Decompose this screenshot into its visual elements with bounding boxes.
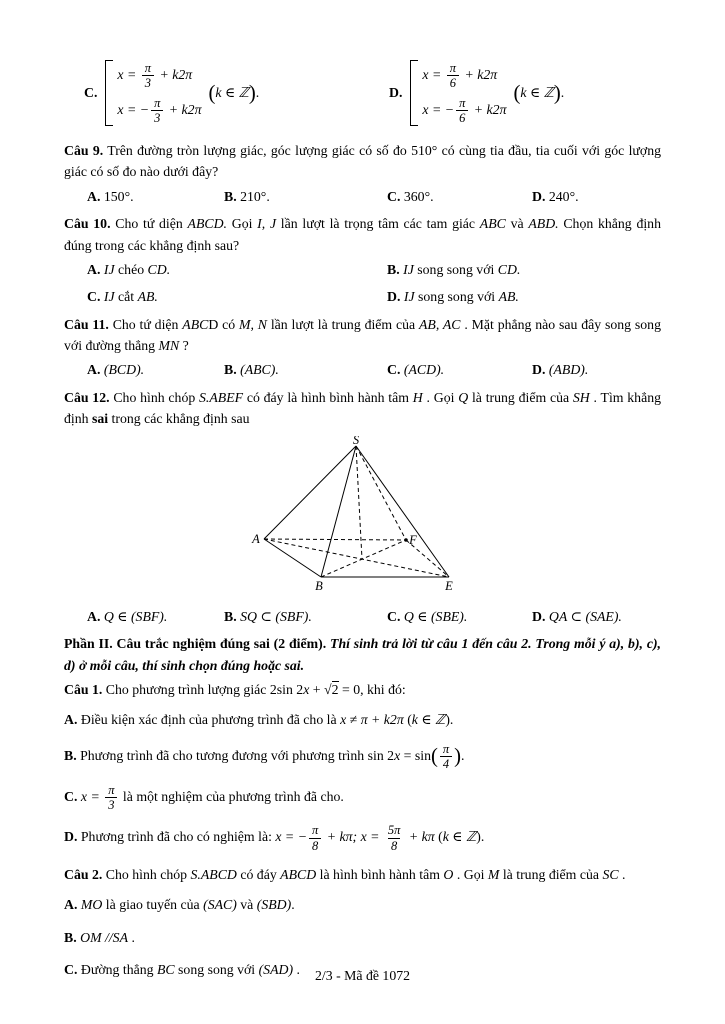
question-10	[64, 213, 661, 308]
part2-heading: Phần II. Câu trắc nghiệm đúng sai (2 điểm). Thí sinh trả lời từ câu 1 đến câu 2. Trong mỗi ý a), b), c), d) ở mỗi câu, thí sinh chọn đúng hoặc sai.	[64, 636, 661, 673]
part2-q2-item-b: B. OM //SA .	[64, 929, 135, 945]
pyramid-figure	[243, 436, 483, 602]
question-11	[64, 314, 661, 381]
q10-option-a: A. IJ chéo CD.	[87, 261, 171, 277]
q11-option-c: C. (ACD).	[387, 362, 445, 378]
q11-option-b: B. (ABC).	[224, 362, 279, 378]
option-d-suffix: (k ∈ ℤ).	[513, 82, 565, 105]
part2-question-2	[64, 864, 661, 981]
left-bracket-icon	[105, 60, 113, 126]
page-footer: 2/3 - Mã đề 1072	[314, 967, 411, 983]
question-12-options	[64, 606, 661, 627]
option-c-eq1: x = $\frac{\pi}{3}$ + k2π	[117, 60, 193, 90]
part2-q2-item-c: C. Đường thẳng BC song song với (SAD) .	[64, 962, 300, 978]
point-f-dot	[404, 538, 408, 542]
option-d-eq2: x = − $\frac{\pi}{6}$ + k2π	[422, 95, 507, 125]
option-c-label: C.	[84, 85, 98, 101]
q11-option-d: D. (ABD).	[532, 362, 589, 378]
q10-option-b: B. IJ song song với CD.	[387, 261, 521, 277]
question-10-options-row2	[64, 286, 661, 307]
label-b: B	[314, 578, 323, 593]
diagonal-bf	[321, 540, 406, 577]
q9-option-b: B. 210°.	[224, 188, 270, 204]
question-11-stem: Câu 11. Cho tứ diện ABCD có M, N lần lượt là trung điểm của AB, AC . Mặt phẳng nào sau đây song song với đường thẳng MN ?	[64, 316, 661, 353]
option-d-equations	[422, 58, 506, 128]
label-e: E	[444, 578, 453, 593]
segment-sh	[356, 446, 362, 559]
q12-option-a: A. Q ∈ (SBF).	[87, 608, 168, 624]
question-12	[64, 387, 661, 628]
q10-option-d: D. IJ song song với AB.	[387, 289, 519, 305]
question-11-options	[64, 359, 661, 380]
question-9-options	[64, 186, 661, 207]
label-s: S	[352, 435, 359, 447]
q12-option-d: D. QA ⊂ (SAE).	[532, 608, 622, 624]
option-c-eq2: x = − $\frac{\pi}{3}$ + k2π	[117, 95, 202, 125]
option-c-suffix: (k ∈ ℤ).	[208, 82, 260, 105]
part2-q2-item-a: A. MO là giao tuyến của (SAC) và (SBD).	[64, 897, 295, 913]
option-c-system	[84, 58, 389, 128]
question-10-options-row1	[64, 259, 661, 280]
q10-option-c: C. IJ cắt AB.	[87, 289, 158, 305]
edge-se	[356, 446, 449, 577]
part2-question-1	[64, 679, 661, 853]
part2-q1-item-b: B. Phương trình đã cho tương đương với phương trình sin 2x = sin( $\frac{\pi}{4}$ ).	[64, 741, 465, 772]
part2-q1-item-a: A. Điều kiện xác định của phương trình đã cho là x ≠ π + k2π (k ∈ ℤ).	[64, 712, 454, 728]
option-d-label: D.	[389, 85, 403, 101]
part2-q2-stem: Câu 2. Cho hình chóp S.ABCD có đáy ABCD là hình bình hành tâm O . Gọi M là trung điểm của SC .	[64, 867, 626, 882]
left-bracket-icon	[410, 60, 418, 126]
part2-q1-item-c: C. x = $\frac{\pi}{3}$ là một nghiệm của phương trình đã cho.	[64, 782, 344, 812]
option-c-equations	[117, 58, 201, 128]
q11-option-a: A. (BCD).	[87, 362, 145, 378]
q9-option-d: D. 240°.	[532, 188, 579, 204]
edge-af	[264, 539, 406, 540]
part2-q1-stem: Câu 1. Cho phương trình lượng giác 2sin 2x + √2 = 0, khi đó:	[64, 682, 406, 697]
option-d-eq1: x = $\frac{\pi}{6}$ + k2π	[422, 60, 498, 90]
edge-sb	[321, 446, 356, 577]
edge-sa	[264, 446, 356, 539]
q12-option-b: B. SQ ⊂ (SBF).	[224, 608, 312, 624]
q9-option-a: A. 150°.	[87, 188, 134, 204]
label-a: A	[251, 531, 260, 546]
question-9-stem: Câu 9. Trên đường tròn lượng giác, góc lượng giác có số đo 510° có cùng tia đầu, tia cuối với góc lượng giác có số đo nào dưới đây?	[64, 143, 661, 180]
q12-option-c: C. Q ∈ (SBE).	[387, 608, 468, 624]
question-9	[64, 140, 661, 207]
part2-q1-item-d: D. Phương trình đã cho có nghiệm là: x = − $\frac{\pi}{8}$ + kπ; x = $\frac{5\pi}{8}$ + kπ (k ∈ ℤ).	[64, 823, 485, 853]
option-d-system	[389, 58, 564, 128]
q9-option-c: C. 360°.	[387, 188, 434, 204]
options-cd-row	[64, 58, 661, 128]
label-f: F	[408, 532, 417, 547]
edge-sf	[356, 446, 406, 540]
question-10-stem: Câu 10. Cho tứ diện ABCD. Gọi I, J lần lượt là trọng tâm các tam giác ABC và ABD. Chọn khẳng định đúng trong các khẳng định sau?	[64, 216, 661, 253]
question-12-stem: Câu 12. Cho hình chóp S.ABEF có đáy là hình bình hành tâm H . Gọi Q là trung điểm của SH . Tìm khẳng định sai trong các khẳng định sau	[64, 389, 662, 427]
pyramid-figure-svg	[243, 436, 483, 596]
